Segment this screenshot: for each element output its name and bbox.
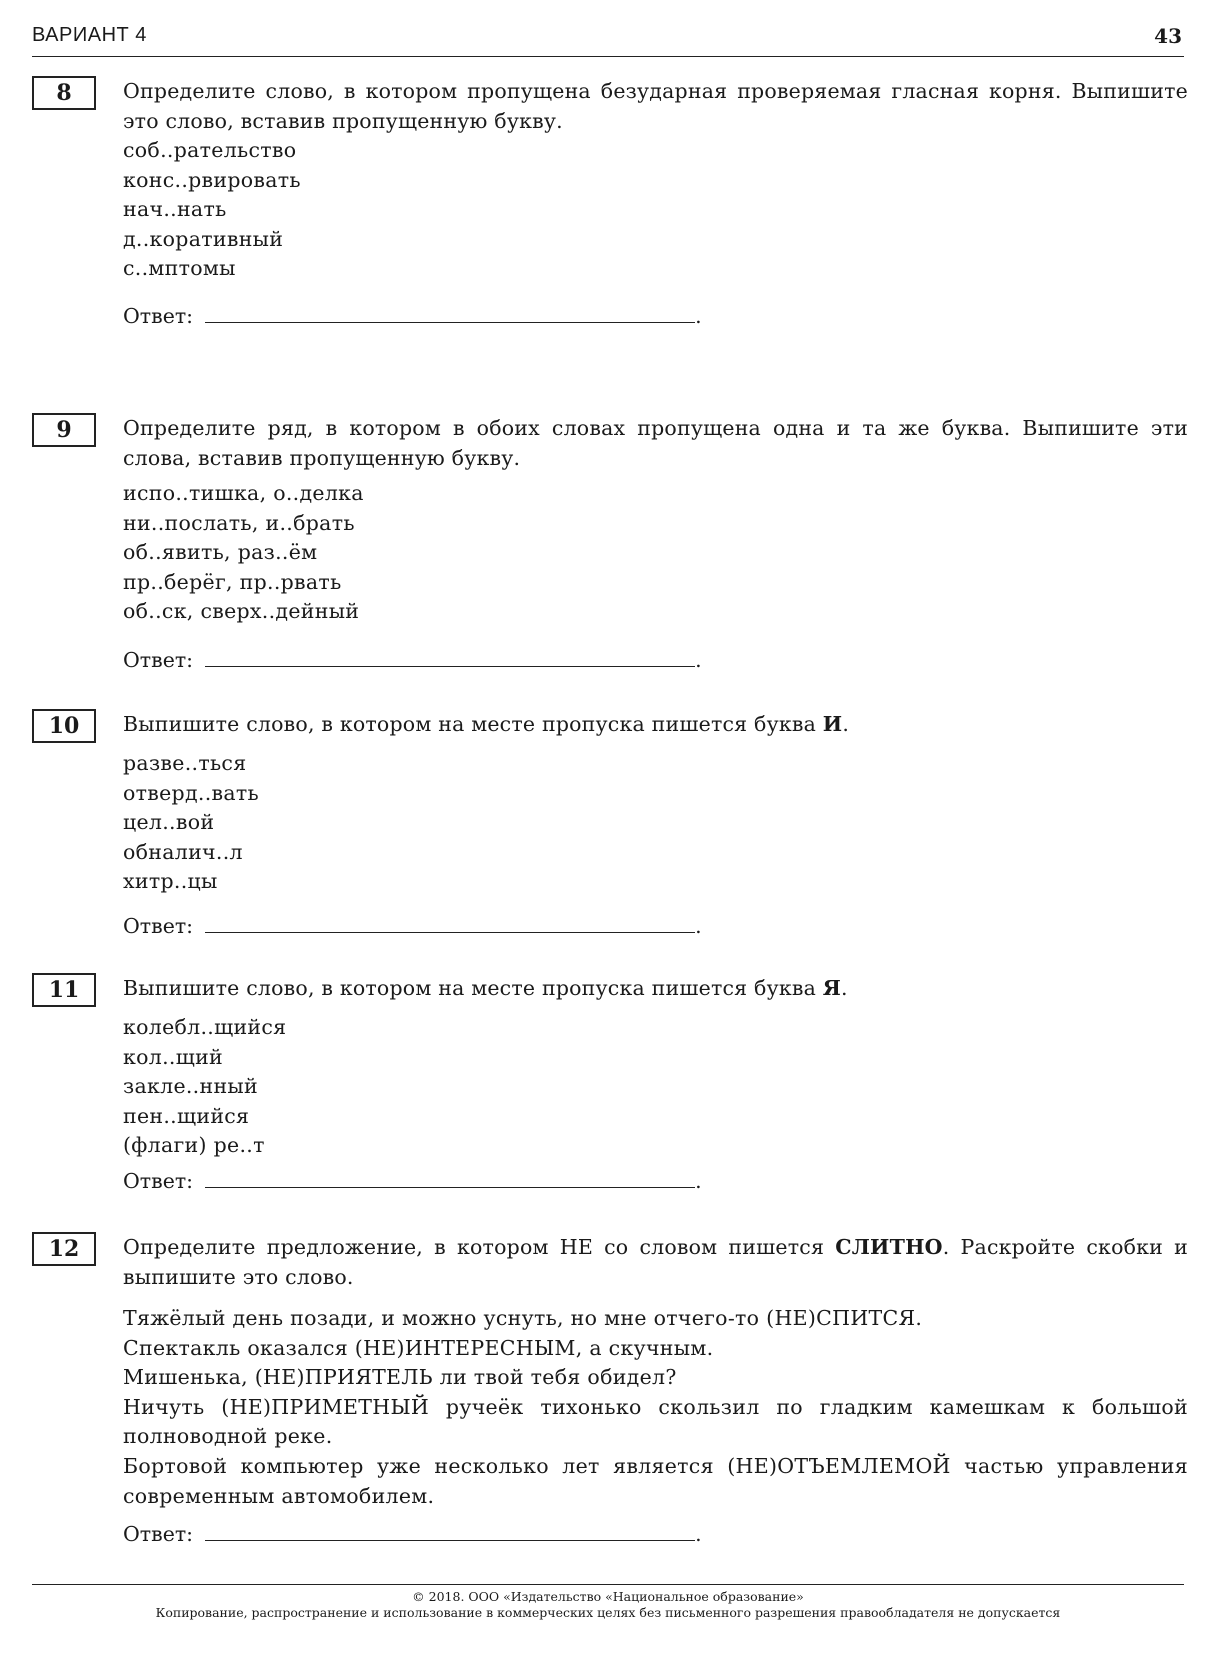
answer-label: Ответ: bbox=[123, 1522, 194, 1546]
options-list bbox=[123, 479, 1188, 627]
option: хитр..цы bbox=[123, 869, 218, 894]
answer-label: Ответ: bbox=[123, 648, 194, 672]
option: конс..рвировать bbox=[123, 167, 301, 192]
task-number-box: 10 bbox=[32, 709, 96, 743]
option: нач..нать bbox=[123, 197, 227, 222]
option: цел..вой bbox=[123, 810, 215, 835]
answer-period: . bbox=[695, 914, 702, 938]
prompt-bold-letter: И bbox=[822, 712, 843, 736]
variant-title: ВАРИАНТ 4 bbox=[32, 24, 147, 46]
task-prompt: Определите ряд, в котором в обоих словах пропущена одна и та же буква. Выпишите эти слова, вставив пропущенную букву. bbox=[123, 416, 1188, 470]
copyright-notice: Копирование, распространение и использование в коммерческих целях без письменного разрешения правообладателя не допускается bbox=[155, 1605, 1061, 1620]
answer-period: . bbox=[695, 1169, 702, 1193]
task-prompt bbox=[123, 973, 1188, 1003]
answer-period: . bbox=[695, 304, 702, 328]
task-number-box: 8 bbox=[32, 76, 96, 110]
task-prompt bbox=[123, 1232, 1188, 1292]
option: Ничуть (НЕ)ПРИМЕТНЫЙ ручеёк тихонько скользил по гладким камешкам к большой полноводной реке. bbox=[123, 1394, 1188, 1449]
option: отверд..вать bbox=[123, 780, 259, 805]
option: закле..нный bbox=[123, 1074, 259, 1099]
option: соб..рательство bbox=[123, 138, 297, 162]
option: обналич..л bbox=[123, 839, 243, 864]
prompt-bold-word: СЛИТНО bbox=[835, 1235, 943, 1259]
option: (флаги) ре..т bbox=[123, 1133, 265, 1158]
option: Бортовой компьютер уже несколько лет является (НЕ)ОТЪЕМЛЕМОЙ частью управления современным автомобилем. bbox=[123, 1453, 1188, 1508]
task-number-box: 9 bbox=[32, 413, 96, 447]
prompt-end: . bbox=[841, 976, 848, 1000]
option: Тяжёлый день позади, и можно уснуть, но мне отчего-то (НЕ)СПИТСЯ. bbox=[123, 1306, 923, 1330]
option: испо..тишка, о..делка bbox=[123, 481, 364, 505]
option: разве..ться bbox=[123, 751, 247, 775]
task-prompt bbox=[123, 709, 1188, 739]
answer-period: . bbox=[695, 648, 702, 672]
answer-field[interactable] bbox=[205, 648, 695, 667]
answer-field[interactable] bbox=[205, 914, 695, 933]
page-header bbox=[32, 22, 1184, 57]
task-number-box: 12 bbox=[32, 1232, 96, 1266]
prompt-end: . bbox=[842, 712, 850, 736]
answer-field[interactable] bbox=[205, 1169, 695, 1188]
answer-period: . bbox=[695, 1522, 702, 1546]
option: с..мптомы bbox=[123, 256, 236, 281]
prompt-end: . Раскройте скобки и выпишите это слово. bbox=[123, 1235, 1189, 1289]
task-number-box: 11 bbox=[32, 973, 96, 1007]
option: ни..послать, и..брать bbox=[123, 510, 355, 535]
prompt-text: Выпишите слово, в котором на месте пропуска пишется буква bbox=[123, 976, 823, 1000]
prompt-text: Выпишите слово, в котором на месте пропуска пишется буква bbox=[123, 712, 823, 736]
option: Спектакль оказался (НЕ)ИНТЕРЕСНЫМ, а скучным. bbox=[123, 1335, 714, 1360]
options-list bbox=[123, 1304, 1188, 1511]
task-prompt: Определите слово, в котором пропущена безударная проверяемая гласная корня. Выпишите это слово, вставив пропущенную букву. bbox=[123, 79, 1188, 133]
option: об..ск, сверх..дейный bbox=[123, 599, 360, 624]
answer-label: Ответ: bbox=[123, 304, 194, 328]
option: кол..щий bbox=[123, 1044, 223, 1069]
option: пен..щийся bbox=[123, 1103, 250, 1128]
answer-row bbox=[123, 1169, 702, 1193]
answer-row bbox=[123, 304, 702, 328]
answer-row bbox=[123, 914, 702, 938]
option: пр..берёг, пр..рвать bbox=[123, 569, 342, 594]
answer-label: Ответ: bbox=[123, 914, 194, 938]
answer-row bbox=[123, 648, 702, 672]
options-list bbox=[123, 749, 1188, 897]
prompt-bold-letter: Я bbox=[822, 976, 842, 1000]
page-number: 43 bbox=[1154, 24, 1182, 48]
options-list bbox=[123, 136, 1188, 284]
answer-field[interactable] bbox=[205, 304, 695, 323]
options-list bbox=[123, 1013, 1188, 1161]
option: колебл..щийся bbox=[123, 1015, 287, 1039]
prompt-text: Определите предложение, в котором НЕ со словом пишется bbox=[123, 1235, 836, 1259]
answer-field[interactable] bbox=[205, 1522, 695, 1541]
option: д..коративный bbox=[123, 226, 284, 251]
page-footer bbox=[32, 1584, 1184, 1621]
answer-label: Ответ: bbox=[123, 1169, 194, 1193]
copyright-line: © 2018. ООО «Издательство «Национальное образование» bbox=[412, 1589, 804, 1604]
option: об..явить, раз..ём bbox=[123, 540, 318, 565]
option: Мишенька, (НЕ)ПРИЯТЕЛЬ ли твой тебя обидел? bbox=[123, 1365, 677, 1390]
answer-row bbox=[123, 1522, 702, 1546]
